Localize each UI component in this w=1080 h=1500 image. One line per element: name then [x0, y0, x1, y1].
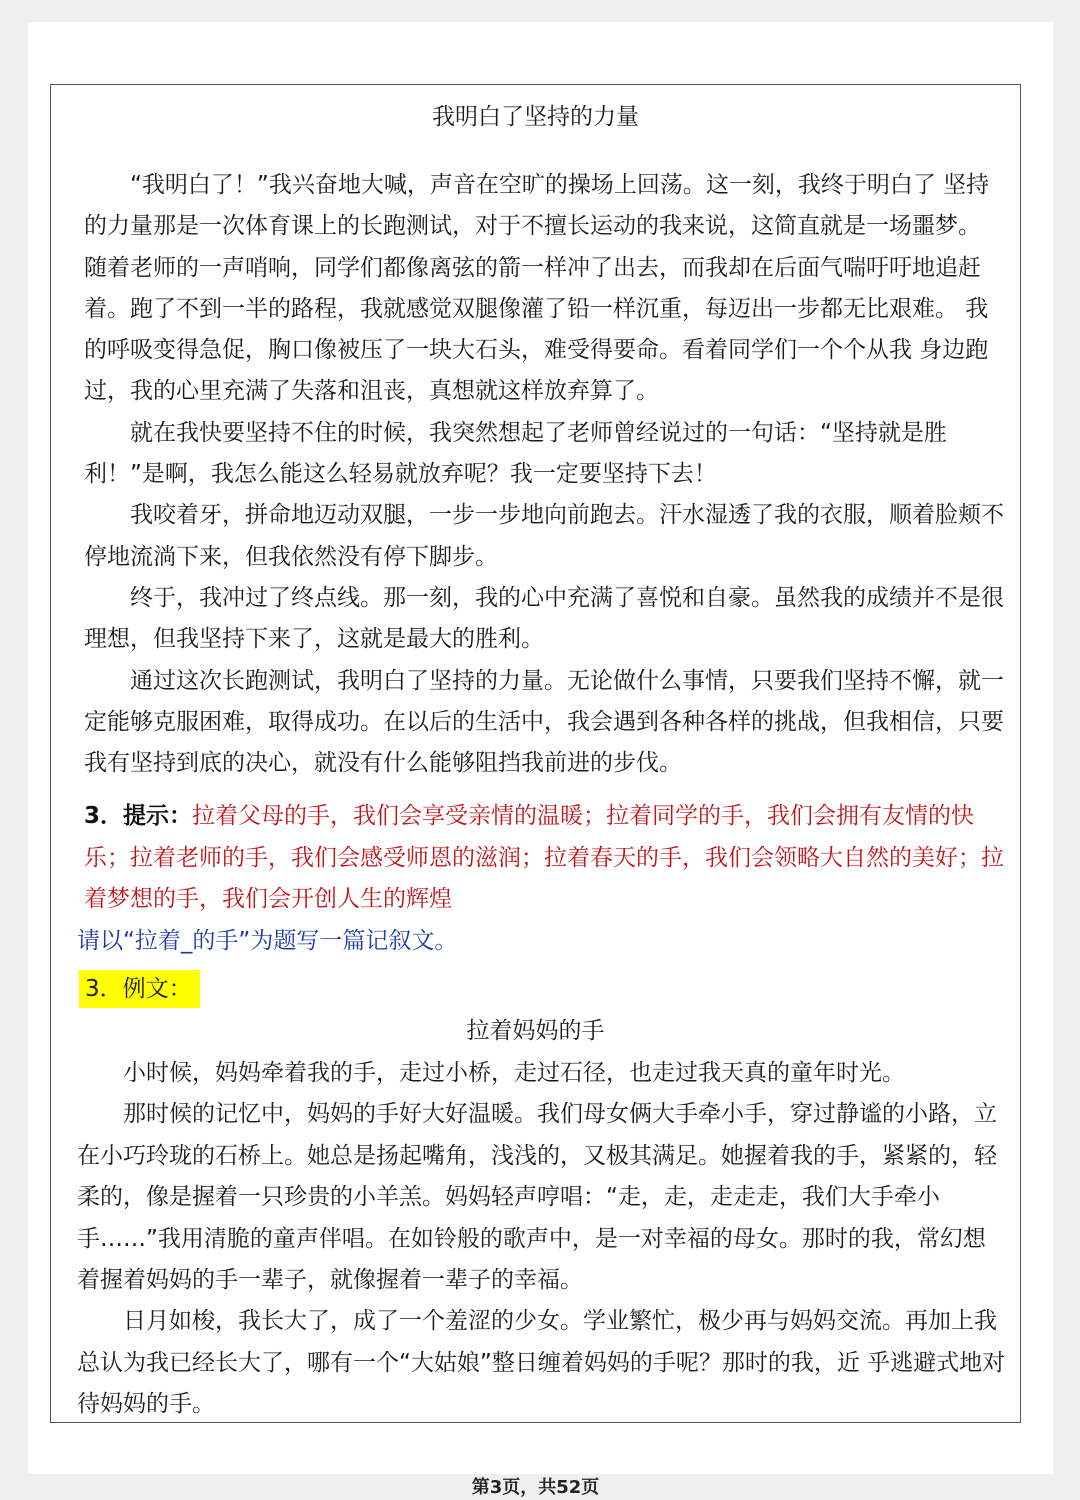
essay-paragraph: 我咬着牙，拼命地迈动双腿，一步一步地向前跑去。汗水湿透了我的衣服，顺着脸颊不停地流淌下来，但我依然没有停下脚步。 [84, 502, 1004, 570]
writing-prompt: 请以“拉着_的手”为题写一篇记叙文。 [77, 928, 458, 954]
example-body [77, 1053, 1007, 1426]
page-number: 第3页，共52页 [471, 1477, 600, 1498]
essay-paragraph: 就在我快要坚持不住的时候，我突然想起了老师曾经说过的一句话：“坚持就是胜 利！”是啊，我怎么能这么轻易就放弃呢？我一定要坚持下去！ [84, 419, 947, 488]
hint-text: 拉着父母的手，我们会享受亲情的温暖；拉着同学的手，我们会拥有友情的快乐；拉着老师的手，我们会感受师恩的滋润；拉着春天的手，我们会领略大自然的美好；拉着梦想的手，我们会开创人生的辉煌 [84, 803, 1004, 912]
example-title: 拉着妈妈的手 [466, 1018, 605, 1044]
example-paragraph: 日月如梭，我长大了，成了一个羞涩的少女。学业繁忙，极少再与妈妈交流。再加上我总认为我已经长大了，哪有一个“大姑娘”整日缠着妈妈的手呢？那时的我，近 乎逃避式地对待妈妈的手。 [77, 1308, 1006, 1418]
essay-paragraph: “我明白了！”我兴奋地大喊，声音在空旷的操场上回荡。这一刻，我终于明白了 坚持的力量那是一次体育课上的长跑测试，对于不擅长运动的我来说，这简直就是一场噩梦。 随着老师的一声哨响，同学们都像离弦的箭一样冲了出去，而我却在后面气喘吁吁地追赶着。跑了不到一半的路程，我就感觉双腿像灌了铅一样沉重，每迈出一步都无比艰难。 我的呼吸变得急促，胸口像被压了一块大石头，难受得要命。看着同学们一个个从我 身边跑过，我的心里充满了失落和沮丧，真想就这样放弃算了。 [84, 172, 990, 405]
example-label: 3．例文： [79, 970, 200, 1008]
example-paragraph: 小时候，妈妈牵着我的手，走过小桥，走过石径，也走过我天真的童年时光。 [123, 1060, 905, 1086]
hint-block [84, 796, 1004, 921]
hint-label: 3．提示 [84, 803, 170, 829]
page-content-frame [50, 84, 1021, 1498]
essay-title: 我明白了坚持的力量 [432, 104, 639, 130]
document-page [28, 22, 1053, 1498]
example-paragraph: 那时候的记忆中，妈妈的手好大好温暖。我们母女俩大手牵小手，穿过静谧的小路，立在小巧玲珑的石桥上。她总是扬起嘴角，浅浅的，又极其满足。她握着我的手，紧紧的，轻柔的，像是握着一只珍贵的小羊羔。妈妈轻声哼唱：“走，走，走走走，我们大手牵小手……”我用清脆的童声伴唱。在如铃般的歌声中，是一对幸福的母女。那时的我，常幻想着握着妈妈的手一辈子，就像握着一辈子的幸福。 [77, 1101, 997, 1294]
essay-paragraph: 终于，我冲过了终点线。那一刻，我的心中充满了喜悦和自豪。虽然我的成绩并不是很理想，但我坚持下来了，这就是最大的胜利。 [84, 584, 1004, 653]
hint-colon: ： [169, 803, 193, 829]
essay-body [84, 165, 1004, 784]
essay-paragraph: 通过这次长跑测试，我明白了坚持的力量。无论做什么事情，只要我们坚持不懈，就一定能够克服困难，取得成功。在以后的生活中，我会遇到各种各样的挑战，但我相信，只要我有坚持到底的决心，就没有什么能够阻挡我前进的步伐。 [84, 667, 1004, 777]
